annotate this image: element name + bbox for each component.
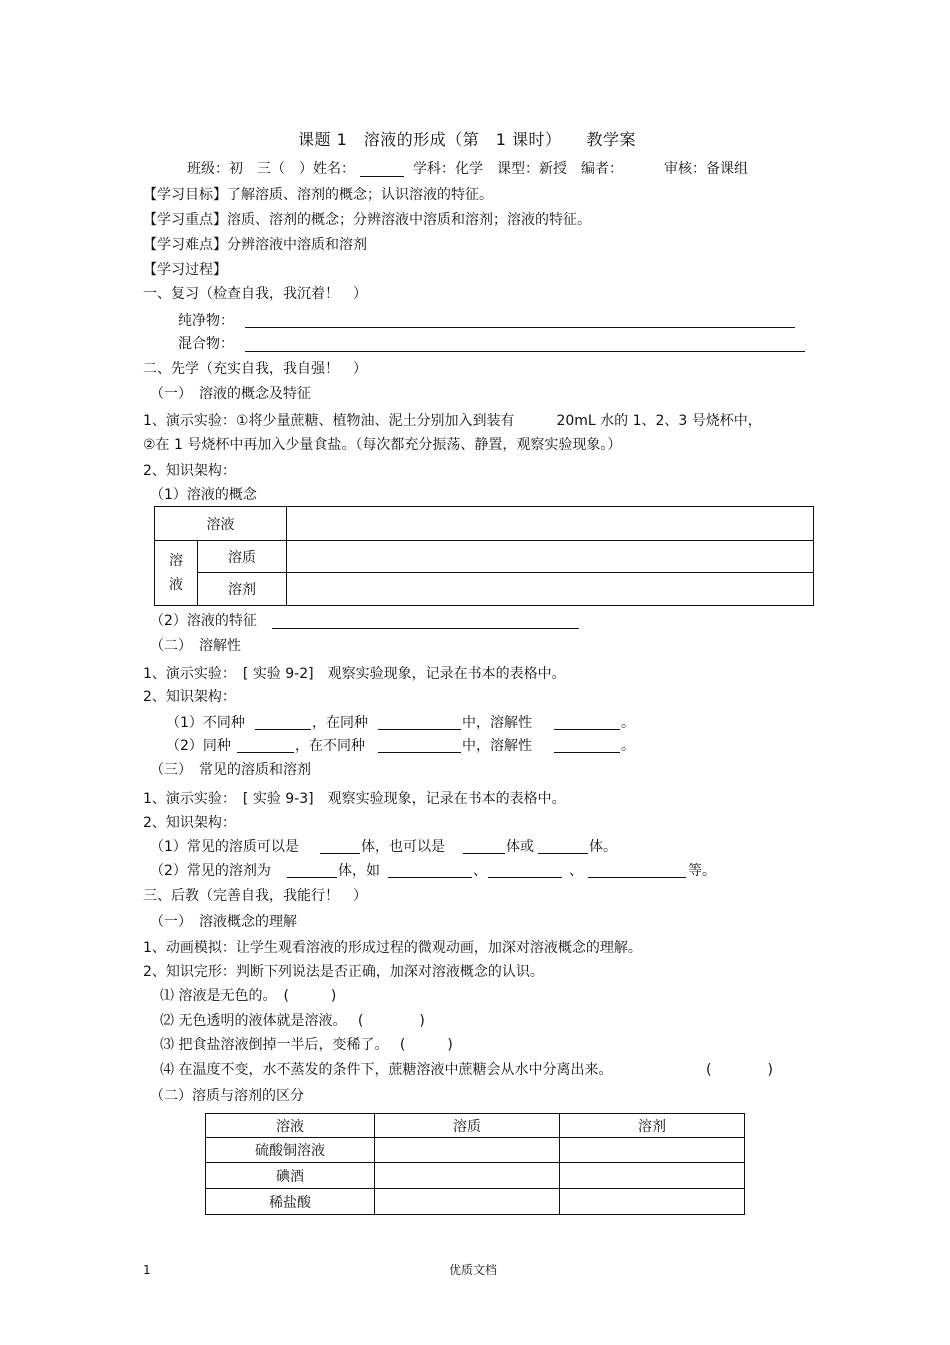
solubility-line1-c: 中，溶解性 [462,715,532,731]
row-solution-name: 稀盐酸 [206,1189,375,1215]
knowledge-framework-label-3: 2、知识架构： [143,815,236,831]
learning-key-point: 【学习重点】溶质、溶剂的概念；分辨溶液中溶质和溶剂；溶液的特征。 [143,212,591,228]
review-info: 审核：备课组 [664,161,748,177]
solvent-blank-1[interactable] [287,877,337,878]
cell-solution: 溶液 [155,507,287,541]
page-number: 1 [143,1263,151,1277]
solvent-line-b: 体，如 [338,863,380,879]
row-solution-name: 碘酒 [206,1163,375,1189]
judge-question-1: ⑴ 溶液是无色的。 ( ) [160,988,337,1004]
name-blank[interactable] [360,176,404,177]
table-row [206,1189,745,1215]
solute-blank-2[interactable] [463,853,505,854]
cell-solvent: 溶剂 [198,573,287,606]
solvent-blank-2[interactable] [388,877,472,878]
solvent-line-c: 、 [473,863,487,879]
cell-rongye-char1: 溶 [169,553,183,569]
solution-concept-label: （1）溶液的概念 [150,487,257,503]
judge-question-4-answer[interactable]: ( ) [706,1062,773,1078]
solvent-blank-4[interactable] [588,877,686,878]
table-row [206,1138,745,1163]
row-solvent-input[interactable] [560,1189,745,1215]
cell-rongye-vertical [155,541,198,606]
solubility-blank-5[interactable] [378,752,461,753]
solution-concept-table [154,506,814,606]
solvent-line-d: 、 [569,863,583,879]
judge-question-3: ⑶ 把食盐溶液倒掉一半后，变稀了。 ( ) [160,1037,453,1053]
solubility-blank-1[interactable] [255,729,311,730]
footer-brand: 优质文档 [449,1263,498,1277]
demo-experiment-line1: 1、演示实验：①将少量蔗糖、植物油、泥土分别加入到装有 20mL 水的 1、2、3 号烧杯中， [143,413,762,429]
row-solution-name: 硫酸铜溶液 [206,1138,375,1163]
mixture-label: 混合物： [178,336,234,352]
solution-feature-label: （2）溶液的特征 [150,613,257,629]
solubility-line2-b: ，在不同种 [295,738,365,754]
section-prestudy-heading: 二、先学（充实自我，我自强！ ） [143,361,367,377]
solvent-line-a: （2）常见的溶剂为 [150,863,271,879]
learning-difficulty: 【学习难点】分辨溶液中溶质和溶剂 [143,237,367,253]
subject-info: 学科：化学 课型：新授 编者： [413,161,623,177]
mixture-blank[interactable] [245,351,805,352]
solute-line-c: 体或 [506,839,534,855]
solubility-line2-d: 。 [621,738,635,754]
row-solvent-input[interactable] [560,1138,745,1163]
animation-simulation: 1、动画模拟：让学生观看溶液的形成过程的微观动画，加深对溶液概念的理解。 [143,940,642,956]
solubility-line1-b: ，在同种 [312,715,368,731]
solubility-blank-6[interactable] [554,752,620,753]
cell-solute-input[interactable] [287,541,814,573]
solution-feature-blank[interactable] [272,628,579,629]
solubility-line2-a: （2）同种 [166,738,231,754]
subsection-solute-solvent-distinction: （二）溶质与溶剂的区分 [150,1088,304,1104]
cell-rongye-char2: 液 [169,577,183,593]
subsection-common-solute-solvent: （三） 常见的溶质和溶剂 [150,762,311,778]
demo-experiment-line2: ②在 1 号烧杯中再加入少量食盐。（每次都充分振荡、静置，观察实验现象。） [143,437,622,453]
solubility-line1-d: 。 [621,715,635,731]
learning-goal: 【学习目标】了解溶质、溶剂的概念；认识溶液的特征。 [143,187,493,203]
class-name-label: 班级：初 三（ ）姓名： [187,161,355,177]
solute-line-d: 体。 [589,839,617,855]
cell-solution-input[interactable] [287,507,814,541]
solute-blank-1[interactable] [320,853,360,854]
subsection-solution-concept: （一） 溶液的概念及特征 [150,386,311,402]
pure-substance-blank[interactable] [245,327,795,328]
solute-line-b: 体，也可以是 [361,839,445,855]
row-solute-input[interactable] [375,1189,560,1215]
judge-question-2: ⑵ 无色透明的液体就是溶液。 ( ) [160,1013,425,1029]
judge-question-4: ⑷ 在温度不变，水不蒸发的条件下，蔗糖溶液中蔗糖会从水中分离出来。 [160,1062,613,1078]
header-solvent: 溶剂 [560,1114,745,1138]
solubility-line1-a: （1）不同种 [166,715,245,731]
header-solution: 溶液 [206,1114,375,1138]
pure-substance-label: 纯净物： [178,313,234,329]
learning-process: 【学习过程】 [143,262,227,278]
row-solute-input[interactable] [375,1163,560,1189]
solvent-blank-3[interactable] [488,877,562,878]
solubility-line2-c: 中，溶解性 [462,738,532,754]
knowledge-framework-label: 2、知识架构： [143,463,236,479]
section-posttest-heading: 三、后教（完善自我，我能行！ ） [143,888,367,904]
cell-solvent-input[interactable] [287,573,814,606]
demo-experiment-9-2: 1、演示实验： [ 实验 9-2] 观察实验现象，记录在书本的表格中。 [143,666,566,682]
header-solute: 溶质 [375,1114,560,1138]
solubility-blank-2[interactable] [378,729,461,730]
solute-blank-3[interactable] [538,853,588,854]
page-title: 课题 1 溶液的形成（第 1 课时） 教学案 [298,130,637,149]
solute-solvent-table [205,1113,745,1215]
section-review-heading: 一、复习（检查自我，我沉着！ ） [143,286,367,302]
table-row [206,1163,745,1189]
solubility-blank-4[interactable] [237,752,294,753]
cell-solute: 溶质 [198,541,287,573]
subsection-concept-understanding: （一） 溶液概念的理解 [150,914,297,930]
knowledge-framework-label-2: 2、知识架构： [143,689,236,705]
row-solvent-input[interactable] [560,1163,745,1189]
demo-experiment-9-3: 1、演示实验： [ 实验 9-3] 观察实验现象，记录在书本的表格中。 [143,791,566,807]
solubility-blank-3[interactable] [554,729,620,730]
knowledge-completion: 2、知识完形：判断下列说法是否正确，加深对溶液概念的认识。 [143,964,544,980]
subsection-solubility: （二） 溶解性 [150,638,241,654]
solvent-line-e: 等。 [688,863,716,879]
row-solute-input[interactable] [375,1138,560,1163]
solute-line-a: （1）常见的溶质可以是 [150,839,299,855]
